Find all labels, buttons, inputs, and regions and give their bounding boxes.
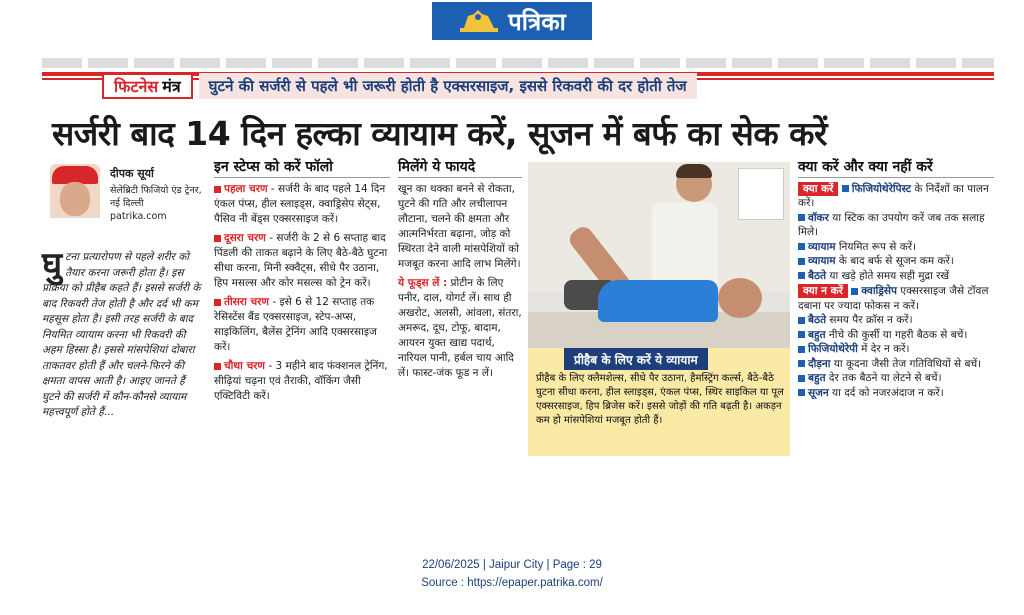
therapy-photo — [528, 162, 790, 368]
step-item: तीसरा चरण - इसे 6 से 12 सप्ताह तक रेसिस्टेंस बैंड एक्सरसाइज, स्टेप-अप्स, साइकिलिंग, बैलेंस ट्रेनिंग आदि एक्सरसाइज करें। — [214, 296, 377, 353]
author-name: दीपक सूर्या — [110, 167, 154, 180]
step-item: दूसरा चरण - सर्जरी के 2 से 6 सप्ताह बाद पिंडली की ताकत बढ़ाने के लिए बैठे-बैठे घुटना सीधा करना, मिनी स्क्वैट्स, सीधे पैर उठाना, हिप मसल्स और कोर मसल्स को ट्रेन करें। — [214, 232, 388, 289]
foods-paragraph: ये फूड्स लें : प्रोटीन के लिए पनीर, दाल, योगर्ट लें। साथ ही अखरोट, अलसी, आंवला, संतरा, अमरूद, दूध, टोफू, बादाम, आयरन युक्त खाद्य पदार्थ, नारियल पानी, हर्बल चाय आदि लें। फास्ट-जंक फूड न लें। — [398, 277, 522, 379]
step-item: चौथा चरण - 3 महीने बाद फंक्शनल ट्रेनिंग, सीढ़ियां चढ़ना एवं तैराकी, वॉकिंग जैसी एक्टिविटी करें। — [214, 360, 388, 402]
footer-date-edition: 22/06/2025 | Jaipur City | Page : 29 — [422, 559, 602, 571]
intro-paragraph — [42, 245, 204, 421]
prehab-text: प्रीहैब के लिए क्लैमशेल्स, सीधे पैर उठाना, हैमस्ट्रिंग कर्ल्स, बैठे-बैठे घुटना सीधा करना, हील स्लाइड्स, एंकल पंप्स, स्थिर साइकिल या पूल एक्सरसाइज, हिप ब्रिजेस करें। इससे जोड़ों की गति बढ़ती है। अकड़न कम हो मांसपेशियां मजबूत होती हैं। — [536, 373, 784, 426]
do-dont-column — [798, 160, 994, 404]
benefits-text: खून का थक्का बनने से रोकता, घुटने की गति और लचीलापन लौटाना, चलने की क्षमता और आत्मनिर्भरता बढ़ाना, जोड़ को स्थिरता देने वाली मांसपेशियों को मजबूत करना आदि लाभ मिलेंगे। — [398, 183, 521, 270]
dropcap: घु — [42, 245, 63, 285]
prehab-title: प्रीहैब के लिए करें ये व्यायाम — [564, 348, 708, 370]
do-dont-title: क्या करें और क्या नहीं करें — [798, 160, 994, 178]
dont-tag: क्या न करें — [798, 284, 848, 298]
kicker-badge — [102, 73, 193, 99]
step-item: पहला चरण - सर्जरी के बाद पहले 14 दिन एंकल पंप्स, हील स्लाइड्स, क्वाड्रिसेप सेट्स, पैसिव नी बेंड्स एक्सरसाइज करें। — [214, 183, 386, 225]
page-footer — [0, 556, 1024, 592]
author-box — [48, 162, 206, 242]
author-avatar — [50, 164, 100, 236]
steps-title: इन स्टेप्स को करें फॉलो — [214, 160, 390, 178]
kicker-badge-red: फिटनेस — [114, 77, 159, 96]
kicker-badge-black: मंत्र — [162, 77, 181, 96]
top-rule — [42, 58, 994, 68]
lion-emblem-icon — [458, 8, 500, 34]
author-role: सेलेब्रिटी फिजियो एंड ट्रेनर, नई दिल्ली patrika.com — [110, 185, 202, 222]
benefits-column — [398, 160, 522, 385]
dont-list: क्या न करें क्वाड्रिसेप एक्सरसाइज जैसे टॉवल दबाना पर ज्यादा फोकस न करें। बैठते समय पैर क्रॉस न करें। बहुत नीचे की कुर्सी या गहरी बैठक से बचें। फिजियोथेरेपी में देर न करें। दौड़ना या कूदना जैसी तेज गतिविधियों से बचें। बहुत देर तक बैठने या लेटने से बचें। सूजन या दर्द को नजरअंदाज न करें। — [798, 285, 989, 399]
steps-column — [214, 160, 390, 408]
footer-source: Source : https://epaper.patrika.com/ — [421, 577, 603, 589]
do-tag: क्या करें — [798, 182, 838, 196]
author-site: patrika.com — [110, 211, 167, 222]
masthead-logo — [432, 2, 592, 40]
masthead-name: पत्रिका — [508, 7, 566, 36]
kicker-text: घुटने की सर्जरी से पहले भी जरूरी होती है एक्सरसाइज, इससे रिकवरी की दर होती तेज — [199, 73, 697, 99]
headline: सर्जरी बाद 14 दिन हल्का व्यायाम करें, सूजन में बर्फ का सेक करें — [52, 114, 828, 153]
intro-text: टना प्रत्यारोपण से पहले शरीर को तैयार करना जरूरी होता है। इस प्रक्रिया को प्रीहैब कहते हैं। इससे सर्जरी के बाद रिकवरी तेज होती है और दर्द भी कम महसूस होता है। इसी तरह सर्जरी के बाद नियमित व्यायाम करना भी रिकवरी की अहम हिस्सा है। इससे मांसपेशियां दोबारा ताकतवर होती हैं और चलने-फिरने की क्षमता वापस आती है। आइए जानते हैं घुटने की सर्जरी में कौन-कौनसे व्यायाम महत्त्वपूर्ण होते हैं... — [42, 251, 201, 418]
prehab-box — [528, 348, 790, 456]
benefits-title: मिलेंगे ये फायदे — [398, 160, 522, 178]
do-list: क्या करें फिजियोथेरेपिस्ट के निर्देशों का पालन करें। वॉकर या स्टिक का उपयोग करें जब तक सलाह मिले। व्यायाम नियमित रूप से करें। व्यायाम के बाद बर्फ से सूजन कम करें। बैठते या खड़े होते समय सही मुद्रा रखें — [798, 182, 989, 282]
kicker-row — [102, 72, 697, 100]
